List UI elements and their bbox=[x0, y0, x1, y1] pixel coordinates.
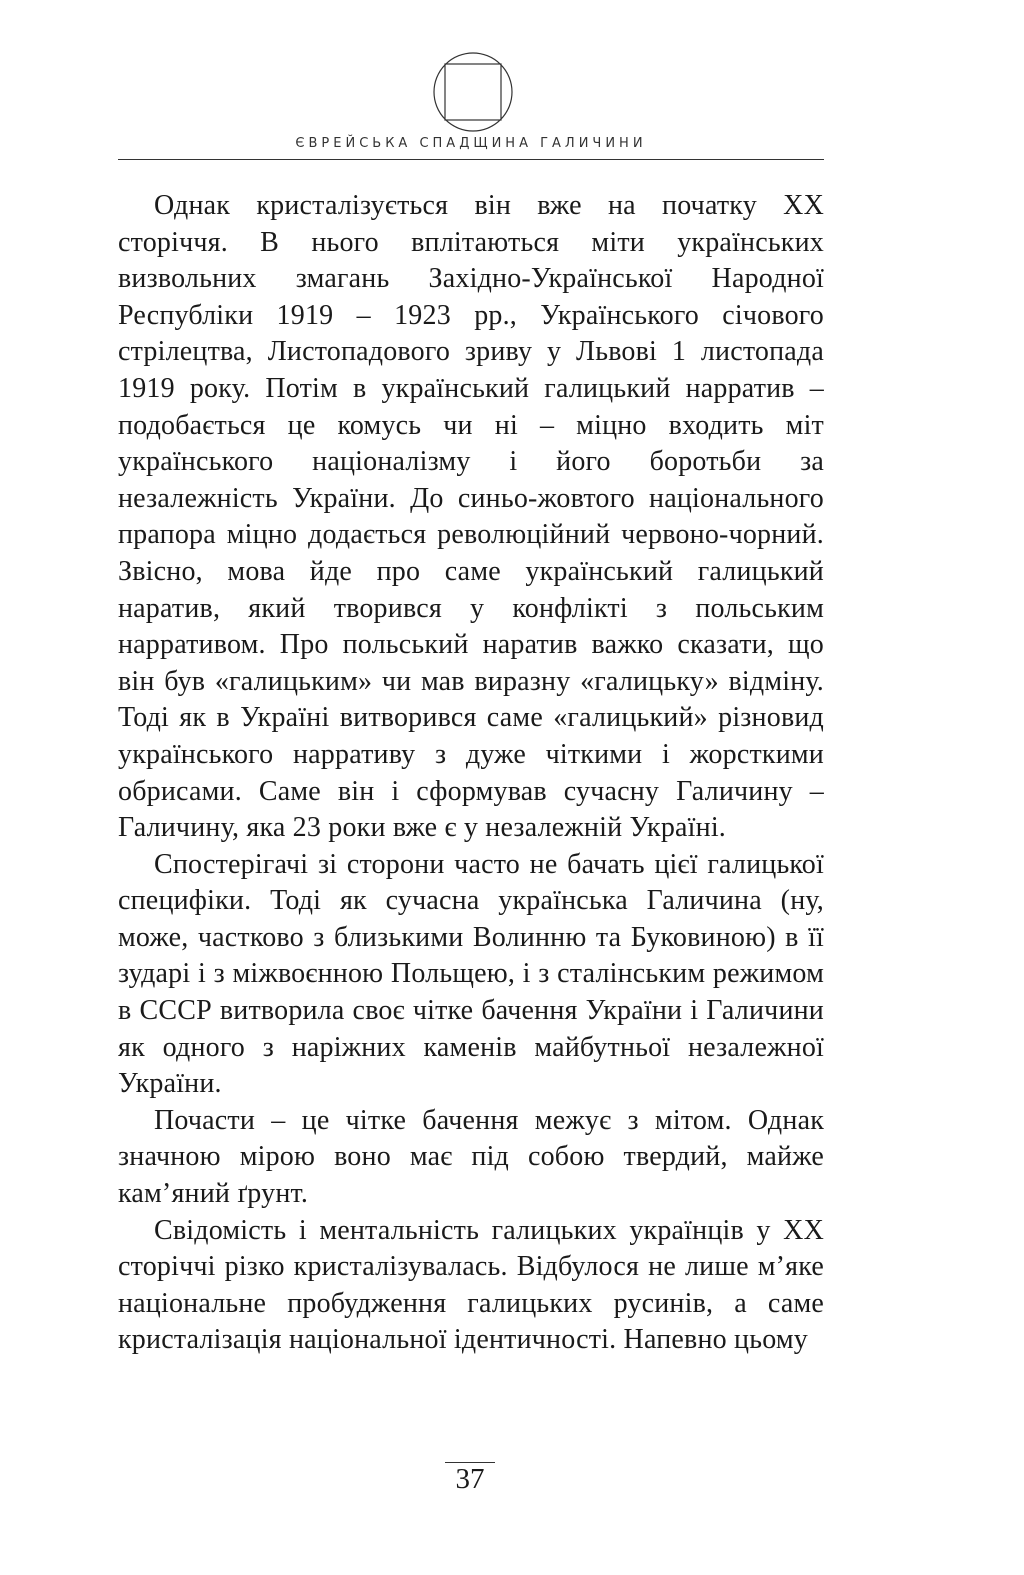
running-header: ЄВРЕЙСЬКА СПАДЩИНА ГАЛИЧИНИ bbox=[295, 136, 647, 151]
paragraph-1: Однак кристалізується він вже на початку ХХ сторіччя. В нього вплітаються міти українських визвольних змагань Західно-Української Народної Республіки 1919 – 1923 рр., Українського січового стрілецтва, Листопадового зриву у Львові 1 листопада 1919 року. Потім в український галицький нарратив – подобається це комусь чи ні – міцно входить міт українського націоналізму і його боротьби за незалежність України. До синьо-жовтого національного прапора міцно додається революційний червоно-чорний. Звісно, мова йде про саме український галицький наратив, який творився у конфлікті з польським нарративом. Про польський наратив важко сказати, що він був «галицьким» чи мав виразну «галицьку» відміну. Тоді як в Україні витворився саме «галицький» різновид українського нарративу з дуже чіткими і жорсткими обрисами. Саме він і сформував сучасну Галичину – Галичину, яка 23 роки вже є у незалежній Україні. bbox=[118, 190, 824, 844]
paragraph-4: Свідомість і ментальність галицьких українців у ХХ сторіччі різко кристалізувалась. Відбулося не лише м’яке національне пробудження галицьких русинів, а саме кристалізація національної ідентичності. Напевно цьому bbox=[118, 1214, 824, 1356]
paragraph-2: Спостерігачі зі сторони часто не бачать цієї галицької специфіки. Тоді як сучасна українська Галичина (ну, може, частково з близькими Волинню та Буковиною) в її зударі і з міжвоєнною Польщею, і з сталінським режимом в СССР витворила своє чітке бачення України і Галичини як одного з наріжних каменів майбутньої незалежної України. bbox=[118, 848, 824, 1100]
page-number: 37 bbox=[455, 1463, 485, 1495]
paragraph-3: Почасти – це чітке бачення межує з мітом. Однак значною мірою воно має під собою твердий, майже кам’яний ґрунт. bbox=[118, 1104, 824, 1210]
body-text bbox=[118, 188, 824, 1359]
header-divider bbox=[118, 159, 824, 160]
circle-square-logo-icon bbox=[431, 50, 515, 134]
